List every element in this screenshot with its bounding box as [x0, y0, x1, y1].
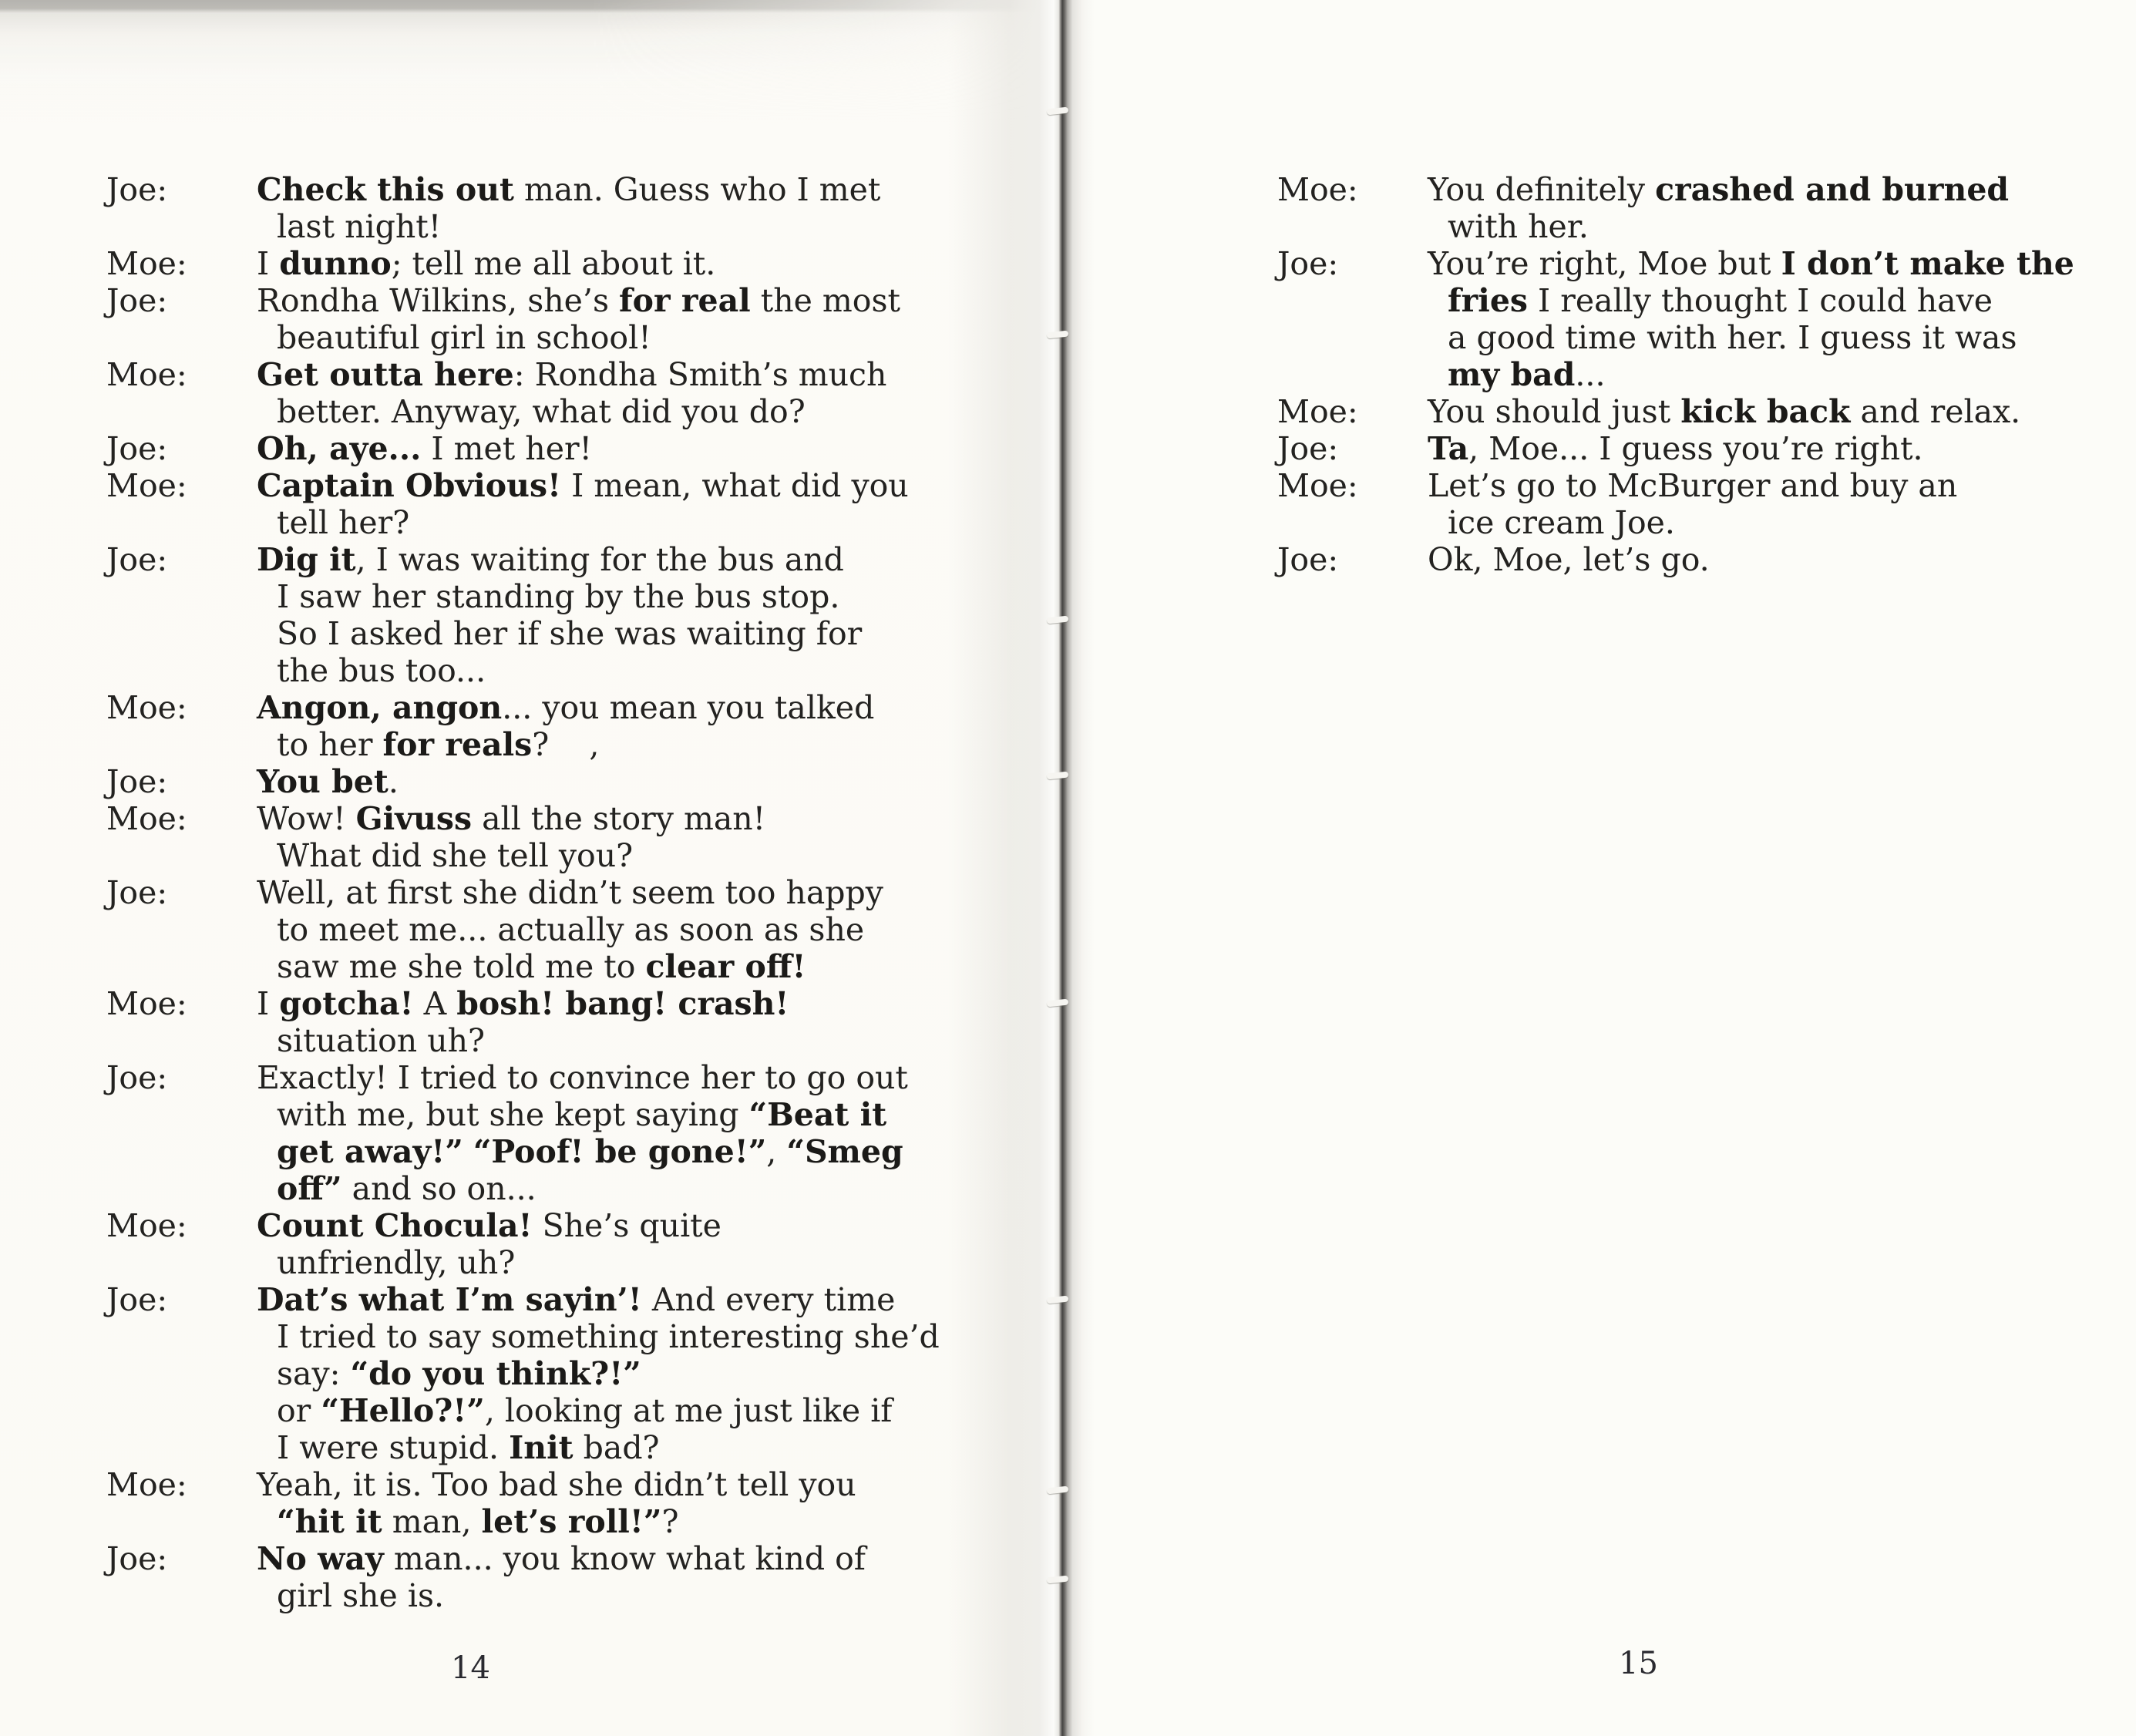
text-segment: man... you know what kind of — [383, 1540, 866, 1577]
dialogue-entry — [106, 541, 1039, 689]
dialogue-line — [257, 1133, 1039, 1170]
speaker-label: Joe: — [106, 282, 168, 319]
dialogue-lines — [257, 763, 1039, 800]
dialogue-lines — [257, 282, 1039, 356]
text-segment: to her — [277, 726, 383, 763]
text-segment: Count Chocula! — [257, 1207, 533, 1244]
dialogue-lines — [257, 874, 1039, 985]
text-segment: “Hello?!” — [321, 1392, 485, 1429]
text-segment: and so on... — [341, 1170, 537, 1207]
dialogue-line — [257, 1022, 1039, 1059]
speaker-label: Joe: — [1277, 245, 1339, 282]
speaker-label: Joe: — [106, 430, 168, 467]
text-segment: the bus too... — [277, 652, 486, 689]
text-segment: I tried to say something interesting she’d — [277, 1318, 940, 1355]
dialogue-line — [257, 171, 1039, 208]
dialogue-entry — [106, 356, 1039, 430]
dialogue-line — [257, 1577, 1039, 1614]
dialogue-entry — [106, 1059, 1039, 1207]
text-segment: Rondha Wilkins, she’s — [257, 282, 620, 319]
dialogue-lines — [1428, 541, 2117, 578]
dialogue-line — [257, 356, 1039, 393]
text-segment: I — [257, 985, 280, 1022]
scan-artifact-top-edge — [0, 0, 1073, 123]
text-segment: let’s roll!” — [481, 1503, 662, 1540]
text-segment: And every time — [641, 1281, 896, 1318]
dialogue-lines — [257, 356, 1039, 430]
text-segment: , — [549, 726, 600, 763]
text-segment: You’re right, Moe but — [1428, 245, 1781, 282]
dialogue-entry — [106, 1207, 1039, 1281]
dialogue-entry — [1277, 171, 2117, 245]
dialogue-entry — [106, 245, 1039, 282]
text-segment: ... — [1575, 356, 1606, 393]
dialogue-line — [1428, 245, 2117, 282]
dialogue-line — [257, 1540, 1039, 1577]
text-segment: , looking at me just like if — [484, 1392, 893, 1429]
dialogue-line — [257, 726, 1039, 763]
dialogue-line — [257, 467, 1039, 504]
dialogue-line — [1428, 208, 2117, 245]
text-segment: I met her! — [421, 430, 593, 467]
dialogue-lines — [1428, 245, 2117, 393]
dialogue-line — [257, 578, 1039, 615]
speaker-label: Joe: — [1277, 541, 1339, 578]
text-segment: or — [277, 1392, 321, 1429]
text-segment: I mean, what did you — [561, 467, 909, 504]
dialogue-line — [257, 1503, 1039, 1540]
dialogue-lines — [257, 467, 1039, 541]
dialogue-line — [257, 504, 1039, 541]
dialogue-entry — [106, 430, 1039, 467]
text-segment: I were stupid. — [277, 1429, 510, 1466]
text-segment: gotcha! — [279, 985, 414, 1022]
dialogue-line — [257, 689, 1039, 726]
text-segment: I really thought I could have — [1527, 282, 1993, 319]
right-page-dialogue — [1277, 171, 2117, 578]
dialogue-line — [257, 1355, 1039, 1392]
text-segment: Yeah, it is. Too bad she didn’t tell you — [257, 1466, 856, 1503]
dialogue-entry — [1277, 430, 2117, 467]
text-segment: Check this out — [257, 171, 514, 208]
text-segment: better. Anyway, what did you do? — [277, 393, 806, 430]
text-segment: bosh! bang! crash! — [456, 985, 789, 1022]
dialogue-lines — [257, 245, 1039, 282]
text-segment: unfriendly, uh? — [277, 1244, 516, 1281]
dialogue-entry — [106, 171, 1039, 245]
speaker-label: Joe: — [106, 874, 168, 911]
text-segment: ; tell me all about it. — [391, 245, 716, 282]
page-number-right: 15 — [1619, 1646, 1658, 1681]
text-segment — [463, 1133, 473, 1170]
text-segment: “Smeg — [786, 1133, 903, 1170]
dialogue-lines — [257, 1540, 1039, 1614]
speaker-label: Joe: — [106, 1281, 168, 1318]
dialogue-lines — [257, 430, 1039, 467]
text-segment: my bad — [1448, 356, 1576, 393]
text-segment: , Moe... I guess you’re right. — [1468, 430, 1923, 467]
text-segment: Well, at first she didn’t seem too happy — [257, 874, 883, 911]
dialogue-lines — [1428, 171, 2117, 245]
text-segment: clear off! — [645, 948, 806, 985]
dialogue-line — [1428, 319, 2117, 356]
dialogue-entry — [1277, 541, 2117, 578]
dialogue-line — [1428, 430, 2117, 467]
text-segment: saw me she told me to — [277, 948, 646, 985]
text-segment: Let’s go to McBurger and buy an — [1428, 467, 1958, 504]
dialogue-line — [257, 652, 1039, 689]
left-page — [0, 0, 1066, 1736]
text-segment: the most — [750, 282, 901, 319]
dialogue-lines — [257, 689, 1039, 763]
dialogue-line — [1428, 541, 2117, 578]
text-segment: Dig it — [257, 541, 356, 578]
dialogue-entry — [1277, 245, 2117, 393]
text-segment: She’s quite — [532, 1207, 722, 1244]
text-segment: . — [388, 763, 399, 800]
speaker-label: Moe: — [1277, 467, 1358, 504]
text-segment: with her. — [1448, 208, 1589, 245]
text-segment: You should just — [1428, 393, 1681, 430]
text-segment: No way — [257, 1540, 384, 1577]
text-segment: Ta — [1428, 430, 1469, 467]
dialogue-line — [1428, 171, 2117, 208]
dialogue-line — [257, 1059, 1039, 1096]
dialogue-entry — [106, 1466, 1039, 1540]
dialogue-line — [1428, 467, 2117, 504]
text-segment: I don’t make the — [1781, 245, 2074, 282]
text-segment: I saw her standing by the bus stop. — [277, 578, 840, 615]
dialogue-lines — [257, 985, 1039, 1059]
speaker-label: Moe: — [106, 245, 187, 282]
speaker-label: Joe: — [1277, 430, 1339, 467]
text-segment: bad? — [573, 1429, 660, 1466]
text-segment: man. Guess who I met — [513, 171, 881, 208]
dialogue-entry — [106, 467, 1039, 541]
text-segment: I — [257, 245, 280, 282]
dialogue-entry — [106, 800, 1039, 874]
dialogue-lines — [257, 1466, 1039, 1540]
dialogue-line — [1428, 282, 2117, 319]
dialogue-lines — [257, 1059, 1039, 1207]
text-segment: with me, but she kept saying — [277, 1096, 749, 1133]
text-segment: , I was waiting for the bus and — [355, 541, 844, 578]
text-segment: : Rondha Smith’s much — [513, 356, 887, 393]
text-segment: Get outta here — [257, 356, 514, 393]
speaker-label: Moe: — [1277, 393, 1358, 430]
text-segment: kick back — [1680, 393, 1851, 430]
dialogue-lines — [1428, 393, 2117, 430]
text-segment: get away!” — [277, 1133, 463, 1170]
dialogue-entry — [106, 874, 1039, 985]
dialogue-entry — [106, 689, 1039, 763]
text-segment: Angon, angon — [257, 689, 503, 726]
dialogue-entry — [106, 1540, 1039, 1614]
dialogue-line — [257, 800, 1039, 837]
dialogue-line — [257, 1096, 1039, 1133]
text-segment: fries — [1448, 282, 1528, 319]
speaker-label: Moe: — [106, 689, 187, 726]
dialogue-lines — [257, 541, 1039, 689]
dialogue-lines — [1428, 467, 2117, 541]
book-spine — [948, 0, 1095, 1736]
text-segment: You definitely — [1428, 171, 1656, 208]
dialogue-line — [257, 393, 1039, 430]
dialogue-lines — [257, 1281, 1039, 1466]
text-segment: ? — [661, 1503, 679, 1540]
dialogue-entry — [1277, 467, 2117, 541]
text-segment: all the story man! — [472, 800, 766, 837]
dialogue-line — [257, 245, 1039, 282]
text-segment: Wow! — [257, 800, 356, 837]
speaker-label: Joe: — [106, 1059, 168, 1096]
speaker-label: Joe: — [106, 541, 168, 578]
text-segment: tell her? — [277, 504, 410, 541]
dialogue-line — [257, 763, 1039, 800]
speaker-label: Moe: — [106, 985, 187, 1022]
dialogue-line — [257, 1318, 1039, 1355]
dialogue-line — [257, 615, 1039, 652]
page-number-left: 14 — [451, 1650, 490, 1686]
text-segment: ? — [532, 726, 550, 763]
dialogue-lines — [257, 800, 1039, 874]
text-segment: last night! — [277, 208, 442, 245]
text-segment: ice cream Joe. — [1448, 504, 1675, 541]
dialogue-entry — [106, 763, 1039, 800]
dialogue-line — [257, 541, 1039, 578]
text-segment: What did she tell you? — [277, 837, 634, 874]
text-segment: “Poof! be gone!” — [473, 1133, 767, 1170]
dialogue-line — [257, 985, 1039, 1022]
dialogue-line — [257, 1244, 1039, 1281]
dialogue-line — [257, 319, 1039, 356]
text-segment: Givuss — [355, 800, 473, 837]
text-segment: crashed and burned — [1655, 171, 2010, 208]
text-segment: off” — [277, 1170, 342, 1207]
text-segment: situation uh? — [277, 1022, 485, 1059]
speaker-label: Moe: — [106, 1466, 187, 1503]
right-page — [1066, 0, 2136, 1736]
dialogue-entry — [106, 1281, 1039, 1466]
text-segment: “hit it — [277, 1503, 382, 1540]
dialogue-lines — [257, 171, 1039, 245]
text-segment: Dat’s what I’m sayin’! — [257, 1281, 642, 1318]
text-segment: Exactly! I tried to convince her to go out — [257, 1059, 908, 1096]
text-segment: beautiful girl in school! — [277, 319, 651, 356]
text-segment: dunno — [279, 245, 392, 282]
dialogue-line — [257, 208, 1039, 245]
dialogue-line — [257, 948, 1039, 985]
speaker-label: Moe: — [106, 356, 187, 393]
speaker-label: Moe: — [106, 800, 187, 837]
text-segment: and relax. — [1850, 393, 2021, 430]
dialogue-line — [257, 911, 1039, 948]
dialogue-line — [257, 837, 1039, 874]
text-segment: man, — [382, 1503, 482, 1540]
text-segment: “do you think?!” — [350, 1355, 641, 1392]
speaker-label: Moe: — [106, 1207, 187, 1244]
dialogue-line — [257, 1170, 1039, 1207]
dialogue-entry — [106, 282, 1039, 356]
dialogue-line — [257, 874, 1039, 911]
dialogue-line — [257, 282, 1039, 319]
text-segment: to meet me... actually as soon as she — [277, 911, 865, 948]
text-segment: girl she is. — [277, 1577, 445, 1614]
dialogue-line — [257, 1392, 1039, 1429]
dialogue-lines — [1428, 430, 2117, 467]
text-segment: Captain Obvious! — [257, 467, 562, 504]
text-segment: “Beat it — [748, 1096, 887, 1133]
dialogue-line — [1428, 393, 2117, 430]
dialogue-line — [257, 1466, 1039, 1503]
speaker-label: Moe: — [1277, 171, 1358, 208]
dialogue-entry — [1277, 393, 2117, 430]
dialogue-entry — [106, 985, 1039, 1059]
speaker-label: Moe: — [106, 467, 187, 504]
text-segment: A — [413, 985, 457, 1022]
dialogue-line — [1428, 504, 2117, 541]
text-segment: , — [766, 1133, 787, 1170]
speaker-label: Joe: — [106, 763, 168, 800]
text-segment: say: — [277, 1355, 351, 1392]
text-segment: ... you mean you talked — [502, 689, 875, 726]
dialogue-line — [257, 1207, 1039, 1244]
text-segment: for real — [619, 282, 751, 319]
left-page-dialogue — [106, 171, 1039, 1614]
text-segment: a good time with her. I guess it was — [1448, 319, 2017, 356]
text-segment: Oh, aye... — [257, 430, 422, 467]
dialogue-line — [257, 1429, 1039, 1466]
speaker-label: Joe: — [106, 171, 168, 208]
text-segment: for reals — [382, 726, 533, 763]
dialogue-line — [257, 1281, 1039, 1318]
text-segment: You bet — [257, 763, 389, 800]
dialogue-line — [1428, 356, 2117, 393]
text-segment: Ok, Moe, let’s go. — [1428, 541, 1710, 578]
text-segment: So I asked her if she was waiting for — [277, 615, 863, 652]
dialogue-line — [257, 430, 1039, 467]
dialogue-lines — [257, 1207, 1039, 1281]
speaker-label: Joe: — [106, 1540, 168, 1577]
text-segment: Init — [509, 1429, 574, 1466]
